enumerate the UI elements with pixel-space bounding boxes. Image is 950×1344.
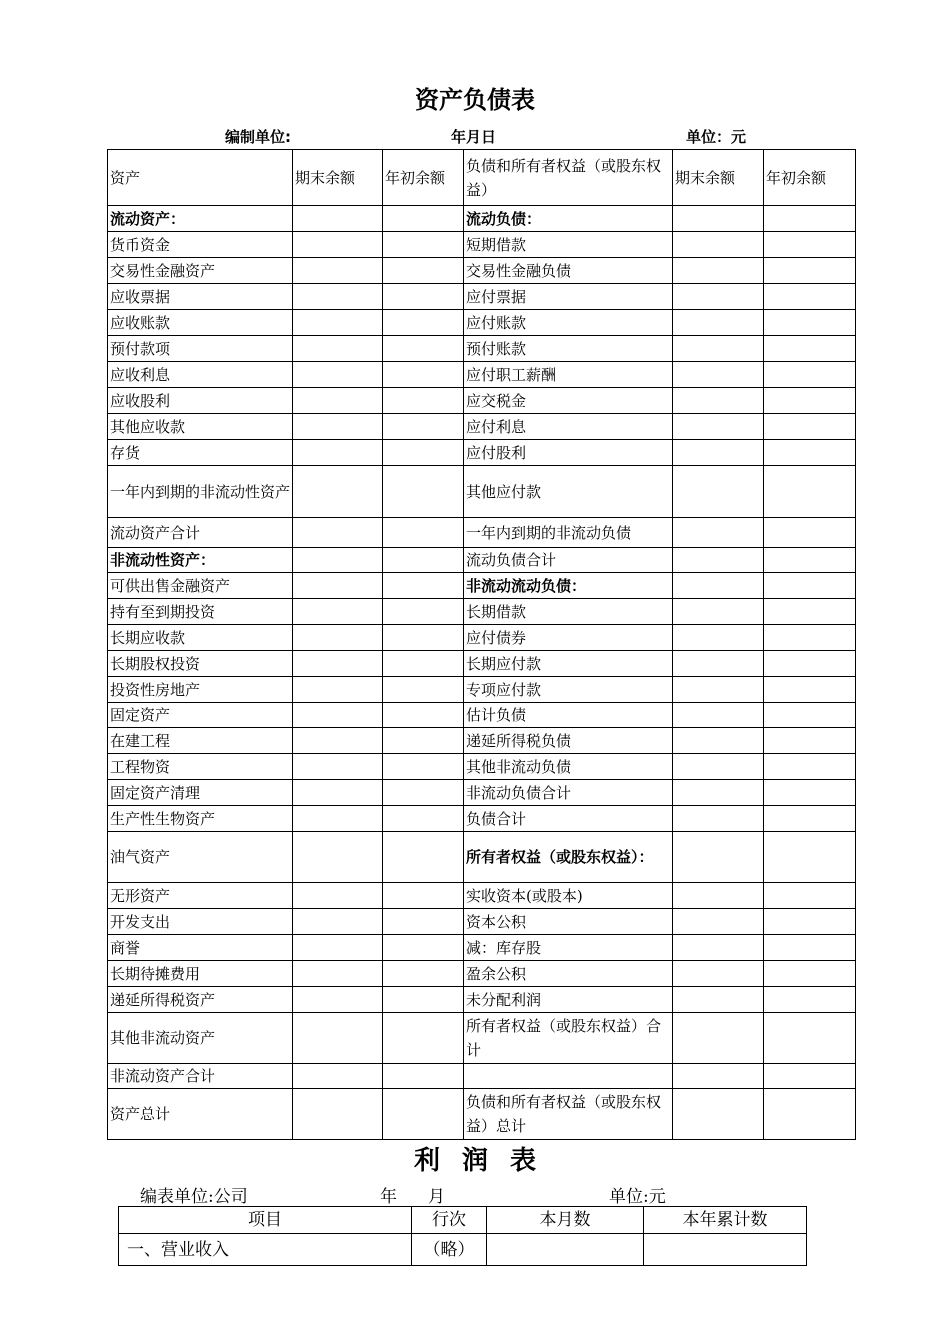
asset-end-balance-cell — [293, 232, 383, 258]
liability-begin-balance-cell — [764, 548, 856, 573]
asset-end-balance-cell — [293, 206, 383, 232]
asset-label-cell: 流动资产： — [108, 206, 293, 232]
asset-label-cell: 长期待摊费用 — [108, 961, 293, 987]
asset-begin-balance-cell — [383, 625, 464, 651]
liability-end-balance-cell — [673, 336, 764, 362]
asset-end-balance-cell — [293, 414, 383, 440]
table-row — [108, 909, 856, 935]
liability-label-cell — [464, 1064, 673, 1089]
liability-label-cell: 长期应付款 — [464, 651, 673, 677]
liability-begin-balance-cell — [764, 518, 856, 548]
asset-end-balance-cell — [293, 599, 383, 625]
header-item: 项目 — [119, 1207, 412, 1234]
liability-end-balance-cell — [673, 754, 764, 780]
liability-end-balance-cell — [673, 440, 764, 466]
asset-begin-balance-cell — [383, 310, 464, 336]
table-row — [108, 232, 856, 258]
table-row — [108, 284, 856, 310]
asset-label-cell: 其他应收款 — [108, 414, 293, 440]
liability-begin-balance-cell — [764, 573, 856, 599]
liability-begin-balance-cell — [764, 1064, 856, 1089]
liability-begin-balance-cell — [764, 258, 856, 284]
asset-begin-balance-cell — [383, 284, 464, 310]
table-row — [108, 754, 856, 780]
month-label: 月 — [428, 1187, 445, 1207]
table-row — [108, 987, 856, 1013]
asset-end-balance-cell — [293, 883, 383, 909]
liability-label-cell: 其他应付款 — [464, 466, 673, 518]
liability-end-balance-cell — [673, 232, 764, 258]
asset-begin-balance-cell — [383, 883, 464, 909]
asset-begin-balance-cell — [383, 651, 464, 677]
liability-begin-balance-cell — [764, 728, 856, 754]
liability-begin-balance-cell — [764, 909, 856, 935]
asset-label-cell: 非流动性资产： — [108, 548, 293, 573]
asset-label-cell: 油气资产 — [108, 832, 293, 883]
liability-label-cell: 应付职工薪酬 — [464, 362, 673, 388]
asset-begin-balance-cell — [383, 780, 464, 806]
asset-end-balance-cell — [293, 573, 383, 599]
asset-label-cell: 长期股权投资 — [108, 651, 293, 677]
liability-begin-balance-cell — [764, 883, 856, 909]
asset-begin-balance-cell — [383, 1089, 464, 1140]
asset-end-balance-cell — [293, 806, 383, 832]
asset-label-cell: 递延所得税资产 — [108, 987, 293, 1013]
asset-begin-balance-cell — [383, 677, 464, 703]
liability-end-balance-cell — [673, 258, 764, 284]
asset-end-balance-cell — [293, 466, 383, 518]
liability-end-balance-cell — [673, 806, 764, 832]
asset-end-balance-cell — [293, 625, 383, 651]
liability-begin-balance-cell — [764, 599, 856, 625]
asset-begin-balance-cell — [383, 728, 464, 754]
income-statement-title: 利润表 — [413, 1146, 558, 1176]
liability-end-balance-cell — [673, 518, 764, 548]
liability-begin-balance-cell — [764, 440, 856, 466]
asset-begin-balance-cell — [383, 414, 464, 440]
compiling-unit-label: 编制单位: — [225, 128, 291, 146]
table-row — [108, 206, 856, 232]
table-row — [108, 832, 856, 883]
liability-begin-balance-cell — [764, 703, 856, 728]
table-row — [108, 935, 856, 961]
balance-sheet-table — [107, 149, 856, 1140]
liability-label-cell: 非流动负债合计 — [464, 780, 673, 806]
liability-begin-balance-cell — [764, 284, 856, 310]
asset-begin-balance-cell — [383, 961, 464, 987]
asset-begin-balance-cell — [383, 935, 464, 961]
date-label: 年月日 — [451, 128, 497, 146]
income-currency-label: 单位:元 — [609, 1187, 666, 1207]
asset-begin-balance-cell — [383, 548, 464, 573]
table-row — [108, 599, 856, 625]
asset-label-cell: 应收账款 — [108, 310, 293, 336]
asset-label-cell: 一年内到期的非流动性资产 — [108, 466, 293, 518]
asset-label-cell: 资产总计 — [108, 1089, 293, 1140]
asset-begin-balance-cell — [383, 754, 464, 780]
asset-label-cell: 固定资产清理 — [108, 780, 293, 806]
year-label: 年 — [380, 1187, 397, 1207]
liability-begin-balance-cell — [764, 806, 856, 832]
liability-begin-balance-cell — [764, 935, 856, 961]
liability-label-cell: 流动负债： — [464, 206, 673, 232]
table-row — [108, 1064, 856, 1089]
asset-end-balance-cell — [293, 909, 383, 935]
liability-begin-balance-cell — [764, 310, 856, 336]
table-row — [108, 677, 856, 703]
liability-end-balance-cell — [673, 1064, 764, 1089]
liability-begin-balance-cell — [764, 754, 856, 780]
asset-end-balance-cell — [293, 440, 383, 466]
liability-label-cell: 盈余公积 — [464, 961, 673, 987]
table-row — [108, 728, 856, 754]
asset-begin-balance-cell — [383, 806, 464, 832]
header-line-no: 行次 — [412, 1207, 487, 1234]
table-row — [119, 1234, 807, 1266]
asset-end-balance-cell — [293, 780, 383, 806]
liability-begin-balance-cell — [764, 961, 856, 987]
liability-label-cell: 应付债券 — [464, 625, 673, 651]
liability-begin-balance-cell — [764, 625, 856, 651]
asset-label-cell: 无形资产 — [108, 883, 293, 909]
table-row — [108, 961, 856, 987]
currency-unit-label: 单位：元 — [686, 128, 747, 146]
liability-label-cell: 应付利息 — [464, 414, 673, 440]
liability-begin-balance-cell — [764, 388, 856, 414]
asset-label-cell: 固定资产 — [108, 703, 293, 728]
liability-label-cell: 非流动流动负债： — [464, 573, 673, 599]
asset-label-cell: 商誉 — [108, 935, 293, 961]
asset-end-balance-cell — [293, 388, 383, 414]
liability-label-cell: 所有者权益（或股东权益）合计 — [464, 1013, 673, 1064]
asset-end-balance-cell — [293, 961, 383, 987]
liability-end-balance-cell — [673, 987, 764, 1013]
item-cell: 一、营业收入 — [119, 1234, 412, 1266]
liability-label-cell: 负债合计 — [464, 806, 673, 832]
asset-begin-balance-cell — [383, 440, 464, 466]
asset-end-balance-cell — [293, 754, 383, 780]
liability-begin-balance-cell — [764, 780, 856, 806]
asset-label-cell: 开发支出 — [108, 909, 293, 935]
header-liabilities-equity: 负债和所有者权益（或股东权益） — [464, 150, 673, 206]
asset-end-balance-cell — [293, 1064, 383, 1089]
asset-label-cell: 可供出售金融资产 — [108, 573, 293, 599]
asset-end-balance-cell — [293, 1013, 383, 1064]
liability-begin-balance-cell — [764, 651, 856, 677]
asset-end-balance-cell — [293, 310, 383, 336]
liability-label-cell: 其他非流动负债 — [464, 754, 673, 780]
liability-end-balance-cell — [673, 310, 764, 336]
asset-label-cell: 流动资产合计 — [108, 518, 293, 548]
asset-begin-balance-cell — [383, 388, 464, 414]
asset-label-cell: 长期应收款 — [108, 625, 293, 651]
asset-end-balance-cell — [293, 284, 383, 310]
table-row — [108, 388, 856, 414]
asset-begin-balance-cell — [383, 258, 464, 284]
income-statement-table — [118, 1206, 807, 1266]
line-no-cell: （略） — [412, 1234, 487, 1266]
liability-end-balance-cell — [673, 832, 764, 883]
asset-label-cell: 应收票据 — [108, 284, 293, 310]
liability-end-balance-cell — [673, 883, 764, 909]
header-year-to-date: 本年累计数 — [644, 1207, 807, 1234]
table-row — [108, 651, 856, 677]
liability-begin-balance-cell — [764, 232, 856, 258]
table-row — [108, 440, 856, 466]
asset-label-cell: 交易性金融资产 — [108, 258, 293, 284]
asset-end-balance-cell — [293, 518, 383, 548]
table-row — [108, 466, 856, 518]
asset-label-cell: 工程物资 — [108, 754, 293, 780]
liability-begin-balance-cell — [764, 362, 856, 388]
asset-begin-balance-cell — [383, 599, 464, 625]
liability-end-balance-cell — [673, 388, 764, 414]
asset-label-cell: 其他非流动资产 — [108, 1013, 293, 1064]
liability-begin-balance-cell — [764, 336, 856, 362]
this-month-cell — [487, 1234, 644, 1266]
liability-end-balance-cell — [673, 909, 764, 935]
asset-label-cell: 投资性房地产 — [108, 677, 293, 703]
asset-end-balance-cell — [293, 362, 383, 388]
liability-end-balance-cell — [673, 284, 764, 310]
liability-label-cell: 交易性金融负债 — [464, 258, 673, 284]
liability-end-balance-cell — [673, 961, 764, 987]
liability-begin-balance-cell — [764, 206, 856, 232]
year-to-date-cell — [644, 1234, 807, 1266]
asset-end-balance-cell — [293, 728, 383, 754]
asset-end-balance-cell — [293, 832, 383, 883]
liability-label-cell: 应付账款 — [464, 310, 673, 336]
liability-end-balance-cell — [673, 728, 764, 754]
asset-begin-balance-cell — [383, 703, 464, 728]
asset-end-balance-cell — [293, 548, 383, 573]
asset-begin-balance-cell — [383, 1013, 464, 1064]
income-unit-label: 编表单位:公司 — [140, 1187, 248, 1207]
asset-label-cell: 应收股利 — [108, 388, 293, 414]
asset-label-cell: 存货 — [108, 440, 293, 466]
asset-label-cell: 生产性生物资产 — [108, 806, 293, 832]
liability-label-cell: 所有者权益（或股东权益）： — [464, 832, 673, 883]
asset-label-cell: 应收利息 — [108, 362, 293, 388]
liability-end-balance-cell — [673, 625, 764, 651]
header-begin-balance: 年初余额 — [383, 150, 464, 206]
liability-end-balance-cell — [673, 1089, 764, 1140]
liability-end-balance-cell — [673, 414, 764, 440]
liability-begin-balance-cell — [764, 987, 856, 1013]
table-header-row — [119, 1207, 807, 1234]
asset-begin-balance-cell — [383, 206, 464, 232]
liability-end-balance-cell — [673, 466, 764, 518]
asset-begin-balance-cell — [383, 336, 464, 362]
liability-label-cell: 预付账款 — [464, 336, 673, 362]
asset-label-cell: 持有至到期投资 — [108, 599, 293, 625]
liability-end-balance-cell — [673, 1013, 764, 1064]
asset-label-cell: 预付款项 — [108, 336, 293, 362]
liability-label-cell: 资本公积 — [464, 909, 673, 935]
table-row — [108, 336, 856, 362]
table-row — [108, 883, 856, 909]
asset-begin-balance-cell — [383, 466, 464, 518]
header-begin-balance: 年初余额 — [764, 150, 856, 206]
liability-end-balance-cell — [673, 677, 764, 703]
asset-end-balance-cell — [293, 935, 383, 961]
liability-begin-balance-cell — [764, 832, 856, 883]
liability-end-balance-cell — [673, 780, 764, 806]
asset-end-balance-cell — [293, 258, 383, 284]
asset-end-balance-cell — [293, 651, 383, 677]
asset-end-balance-cell — [293, 677, 383, 703]
liability-label-cell: 应付股利 — [464, 440, 673, 466]
table-row — [108, 414, 856, 440]
asset-begin-balance-cell — [383, 518, 464, 548]
liability-label-cell: 流动负债合计 — [464, 548, 673, 573]
table-row — [108, 258, 856, 284]
header-end-balance: 期末余额 — [673, 150, 764, 206]
table-row — [108, 573, 856, 599]
liability-label-cell: 应交税金 — [464, 388, 673, 414]
liability-end-balance-cell — [673, 703, 764, 728]
liability-begin-balance-cell — [764, 414, 856, 440]
liability-begin-balance-cell — [764, 1089, 856, 1140]
liability-label-cell: 一年内到期的非流动负债 — [464, 518, 673, 548]
liability-label-cell: 专项应付款 — [464, 677, 673, 703]
asset-begin-balance-cell — [383, 573, 464, 599]
table-row — [108, 518, 856, 548]
asset-end-balance-cell — [293, 987, 383, 1013]
liability-end-balance-cell — [673, 935, 764, 961]
asset-label-cell: 货币资金 — [108, 232, 293, 258]
liability-begin-balance-cell — [764, 677, 856, 703]
asset-end-balance-cell — [293, 336, 383, 362]
table-row — [108, 362, 856, 388]
header-end-balance: 期末余额 — [293, 150, 383, 206]
liability-label-cell: 应付票据 — [464, 284, 673, 310]
asset-end-balance-cell — [293, 703, 383, 728]
liability-label-cell: 实收资本(或股本) — [464, 883, 673, 909]
liability-label-cell: 估计负债 — [464, 703, 673, 728]
table-row — [108, 625, 856, 651]
liability-end-balance-cell — [673, 651, 764, 677]
liability-begin-balance-cell — [764, 466, 856, 518]
liability-begin-balance-cell — [764, 1013, 856, 1064]
table-row — [108, 780, 856, 806]
table-row — [108, 548, 856, 573]
liability-label-cell: 短期借款 — [464, 232, 673, 258]
table-row — [108, 1013, 856, 1064]
asset-begin-balance-cell — [383, 232, 464, 258]
liability-end-balance-cell — [673, 206, 764, 232]
liability-end-balance-cell — [673, 548, 764, 573]
liability-label-cell: 未分配利润 — [464, 987, 673, 1013]
asset-label-cell: 在建工程 — [108, 728, 293, 754]
asset-begin-balance-cell — [383, 909, 464, 935]
header-asset: 资产 — [108, 150, 293, 206]
asset-begin-balance-cell — [383, 362, 464, 388]
liability-label-cell: 减：库存股 — [464, 935, 673, 961]
asset-begin-balance-cell — [383, 987, 464, 1013]
table-row — [108, 1089, 856, 1140]
balance-sheet-title: 资产负债表 — [415, 86, 535, 114]
asset-label-cell: 非流动资产合计 — [108, 1064, 293, 1089]
table-row — [108, 703, 856, 728]
asset-begin-balance-cell — [383, 832, 464, 883]
table-header-row — [108, 150, 856, 206]
header-this-month: 本月数 — [487, 1207, 644, 1234]
liability-end-balance-cell — [673, 362, 764, 388]
asset-end-balance-cell — [293, 1089, 383, 1140]
table-row — [108, 806, 856, 832]
liability-label-cell: 长期借款 — [464, 599, 673, 625]
asset-begin-balance-cell — [383, 1064, 464, 1089]
liability-end-balance-cell — [673, 573, 764, 599]
table-row — [108, 310, 856, 336]
liability-label-cell: 负债和所有者权益（或股东权益）总计 — [464, 1089, 673, 1140]
liability-label-cell: 递延所得税负债 — [464, 728, 673, 754]
liability-end-balance-cell — [673, 599, 764, 625]
